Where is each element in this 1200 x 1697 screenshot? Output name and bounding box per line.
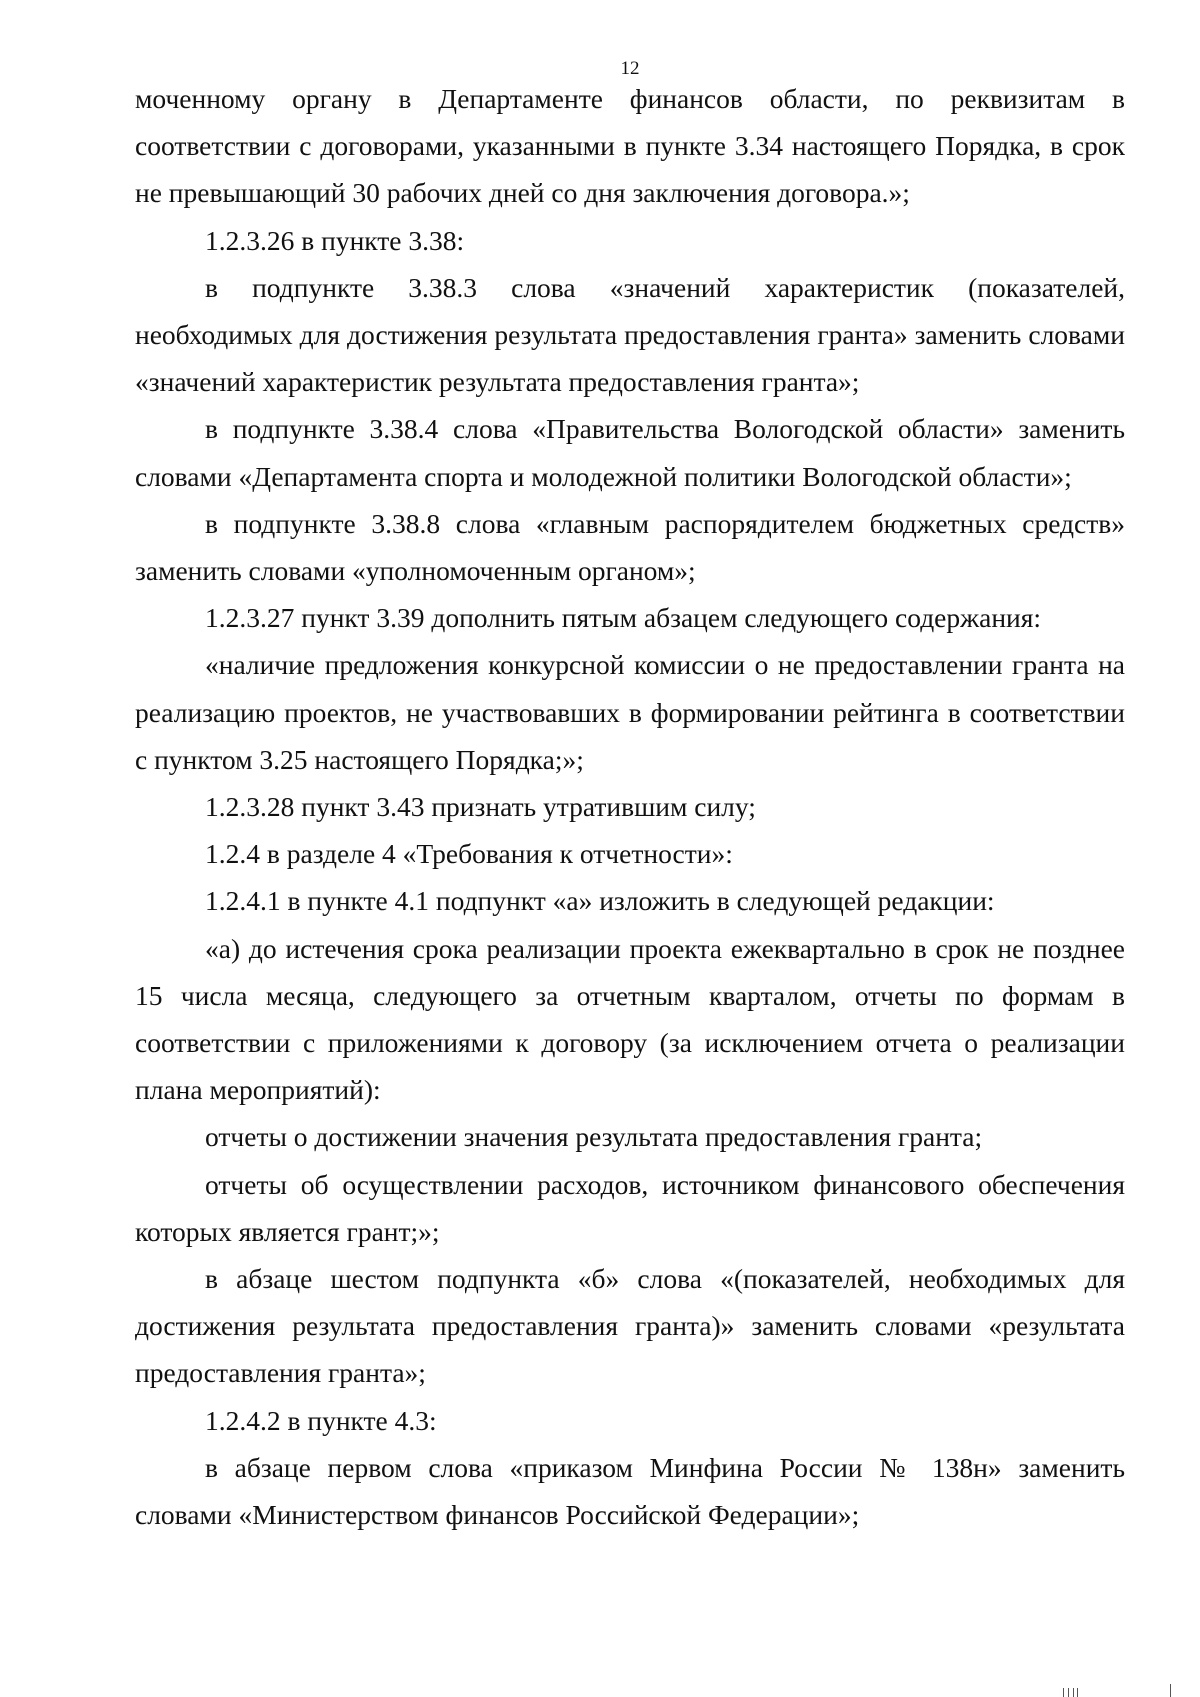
- paragraph-subitem-b-sixth: в абзаце шестом подпункта «б» слова «(показателей, необходимых для достижения результата предоставления гранта)» заменить словами «результата предоставления гранта»;: [135, 1263, 1125, 1389]
- paragraph-item-1-2-4-2: 1.2.4.2 в пункте 4.3:: [205, 1404, 437, 1436]
- paragraph-quoted-subitem-a: «а) до истечения срока реализации проекта ежеквартально в срок не позднее 15 числа месяца, следующего за отчетным кварталом, отчеты по формам в соответствии с приложениями к договору (за исключением отчета о реализации плана мероприятий):: [135, 932, 1125, 1106]
- paragraph-subitem-3-38-4: в подпункте 3.38.4 слова «Правительства Вологодской области» заменить словами «Департамента спорта и молодежной политики Вологодской области»;: [135, 413, 1125, 492]
- paragraph-item-1-2-3-28: 1.2.3.28 пункт 3.43 признать утратившим силу;: [205, 791, 756, 823]
- paragraph-first-abzac: в абзаце первом слова «приказом Минфина России № 138н» заменить словами «Министерством финансов Российской Федерации»;: [135, 1451, 1125, 1531]
- scan-artifact-mark: [1068, 1688, 1069, 1697]
- paragraph-item-1-2-3-26: 1.2.3.26 в пункте 3.38:: [205, 224, 465, 256]
- paragraph-subitem-3-38-3: в подпункте 3.38.3 слова «значений характеристик (показателей, необходимых для достижения результата предоставления гранта» заменить словами «значений характеристик результата предоставления гранта»;: [135, 271, 1125, 398]
- paragraph-item-1-2-4-1: 1.2.4.1 в пункте 4.1 подпункт «а» изложить в следующей редакции:: [205, 885, 995, 917]
- document-body: [135, 75, 1125, 1538]
- scan-artifact-mark: [1073, 1688, 1074, 1697]
- paragraph-report-expenses: отчеты об осуществлении расходов, источником финансового обеспечения которых является грант;»;: [135, 1168, 1125, 1247]
- paragraph-item-1-2-4: 1.2.4 в разделе 4 «Требования к отчетности»:: [205, 838, 733, 870]
- paragraph-subitem-3-38-8: в подпункте 3.38.8 слова «главным распорядителем бюджетных средств» заменить словами «уполномоченным органом»;: [135, 507, 1125, 587]
- paragraph-report-results: отчеты о достижении значения результата предоставления гранта;: [205, 1121, 983, 1153]
- paragraph-quoted-addition: «наличие предложения конкурсной комиссии о не предоставлении гранта на реализацию проектов, не участвовавших в формировании рейтинга в соответствии с пунктом 3.25 настоящего Порядка;»;: [135, 649, 1125, 775]
- scan-artifact-mark: [1063, 1688, 1064, 1697]
- scan-artifact-mark: [1170, 1684, 1171, 1697]
- paragraph-item-1-2-3-27: 1.2.3.27 пункт 3.39 дополнить пятым абзацем следующего содержания:: [205, 602, 1042, 634]
- page-number: 12: [620, 58, 640, 79]
- scan-artifact-mark: [1077, 1688, 1078, 1697]
- paragraph-continuation: моченному органу в Департаменте финансов области, по реквизитам в соответствии с договорами, указанными в пункте 3.34 настоящего Порядка, в срок не превышающий 30 рабочих дней со дня заключения договора.»;: [135, 83, 1125, 209]
